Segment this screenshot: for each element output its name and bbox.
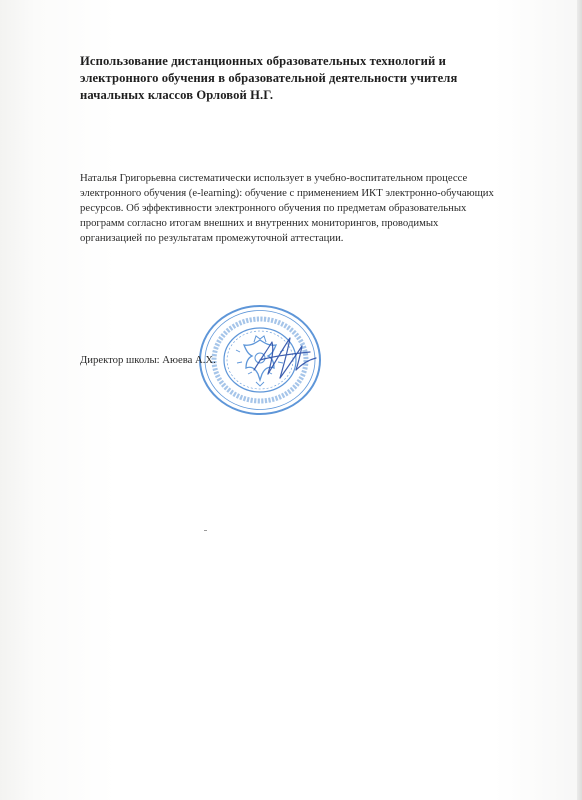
scan-speck	[204, 530, 207, 531]
scan-edge-shadow	[577, 0, 582, 800]
title-line: Использование дистанционных образовательных технологий и	[80, 54, 447, 68]
body-line: электронного обучения (e-learning): обучение с применением ИКТ электронно-обучающих	[80, 187, 494, 199]
document-body	[80, 171, 510, 246]
body-line: организацией по результатам промежуточной аттестации.	[80, 232, 344, 244]
title-line: электронного обучения в образовательной деятельности учителя	[80, 71, 458, 85]
document-title	[80, 53, 480, 104]
body-line: программ согласно итогам внешних и внутренних мониторингов, проводимых	[80, 217, 439, 229]
director-signature-line: Директор школы: Аюева А.Х.	[80, 354, 216, 366]
body-line: ресурсов. Об эффективности электронного обучения по предметам образовательных	[80, 202, 467, 214]
title-line: начальных классов Орловой Н.Г.	[80, 88, 274, 102]
signature-icon	[250, 330, 330, 390]
body-line: Наталья Григорьевна систематически использует в учебно-воспитательном процессе	[80, 172, 468, 184]
